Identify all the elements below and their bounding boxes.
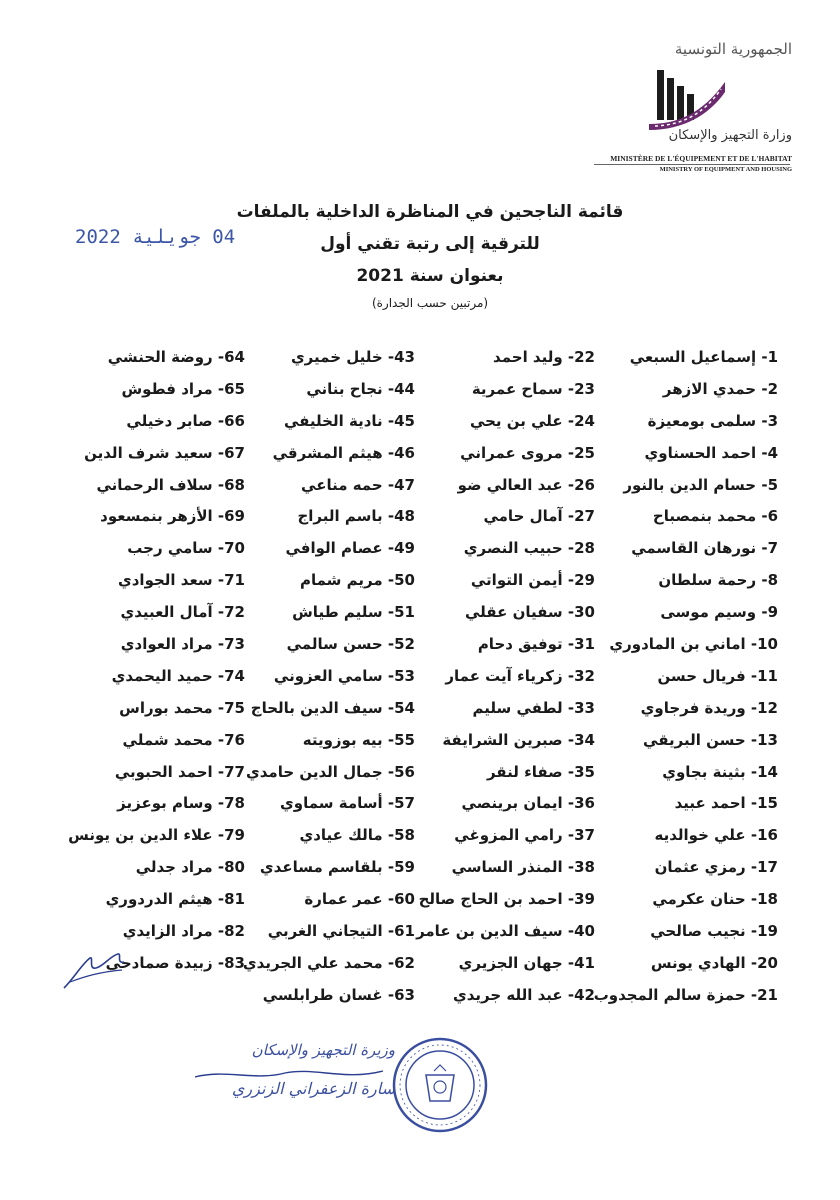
title-line-2: للترقية إلى رتبة تقني أول bbox=[320, 234, 540, 254]
list-item: 5- حسام الدين بالنور bbox=[623, 475, 778, 494]
list-item: 8- رحمة سلطان bbox=[658, 571, 778, 590]
list-item: 12- وريدة فرجاوي bbox=[640, 698, 778, 717]
list-item: 81- هيثم الدردوري bbox=[105, 890, 245, 909]
names-column-4 bbox=[60, 342, 245, 980]
stamp-ministry-title: وزيرة التجهيز والإسكان bbox=[251, 1041, 395, 1059]
list-item: 75- محمد بوراس bbox=[119, 698, 245, 717]
list-item: 53- سامي العزوني bbox=[273, 666, 415, 685]
list-item: 16- علي خوالديه bbox=[654, 826, 778, 845]
list-item: 37- رامي المزوغي bbox=[454, 826, 595, 845]
list-item: 4- احمد الحسناوي bbox=[644, 443, 778, 462]
list-item: 33- لطفي سليم bbox=[472, 698, 595, 717]
list-item: 23- سماح عمرية bbox=[471, 379, 595, 398]
list-item: 28- حبيب النصري bbox=[463, 539, 595, 558]
list-item: 64- روضة الحنشي bbox=[107, 348, 245, 366]
list-item: 17- رمزي عثمان bbox=[654, 858, 778, 877]
list-item: 7- نورهان القاسمي bbox=[631, 539, 778, 558]
list-item: 13- حسن البريقي bbox=[643, 730, 778, 749]
list-item: 47- حمه مناعي bbox=[301, 475, 415, 494]
ministry-name-arabic: وزارة التجهيز والإسكان bbox=[668, 128, 792, 143]
ranking-note: (مرتبين حسب الجدارة) bbox=[371, 296, 489, 310]
list-item: 29- أيمن التواتي bbox=[470, 571, 595, 590]
list-item: 68- سلاف الرحماني bbox=[96, 475, 245, 494]
list-item: 2- حمدي الازهر bbox=[662, 379, 778, 398]
list-item: 31- توفيق دحام bbox=[477, 635, 595, 654]
list-item: 38- المنذر الساسي bbox=[451, 858, 595, 877]
names-column-3 bbox=[240, 342, 415, 1012]
divider bbox=[594, 164, 790, 165]
list-item: 67- سعيد شرف الدين bbox=[84, 443, 245, 462]
official-stamp bbox=[185, 1035, 505, 1145]
list-item: 83- زبيدة صمادحي bbox=[105, 953, 245, 972]
list-item: 59- بلقاسم مساعدي bbox=[259, 858, 415, 877]
list-item: 42- عبد الله جريدي bbox=[453, 985, 595, 1004]
round-seal-icon bbox=[390, 1035, 490, 1135]
date-stamp: 04 جويلية 2022 bbox=[75, 226, 236, 248]
list-item: 26- عبد العالي ضو bbox=[457, 475, 595, 494]
list-item: 72- آمال العبيدي bbox=[120, 603, 245, 622]
list-item: 73- مراد العوادي bbox=[120, 635, 245, 654]
document-title bbox=[220, 196, 640, 314]
list-item: 35- صفاء لنقر bbox=[486, 762, 595, 781]
building-road-logo-icon bbox=[647, 62, 727, 130]
list-item: 55- بيه بوزويته bbox=[302, 730, 415, 749]
list-item: 70- سامي رجب bbox=[127, 539, 245, 558]
ministry-name-french: MINISTÈRE DE L'ÉQUIPEMENT ET DE L'HABITAT bbox=[610, 154, 792, 163]
list-item: 58- مالك عيادي bbox=[299, 826, 415, 845]
list-item: 79- علاء الدين بن يونس bbox=[68, 826, 245, 845]
list-item: 11- فريال حسن bbox=[657, 666, 778, 685]
list-item: 30- سفيان عقلي bbox=[465, 603, 595, 622]
ministry-logo bbox=[592, 40, 792, 190]
list-item: 74- حميد اليحمدي bbox=[111, 666, 245, 685]
list-item: 6- محمد بنمصباح bbox=[652, 507, 778, 526]
list-item: 50- مريم شمام bbox=[300, 571, 415, 590]
list-item: 56- جمال الدين حامدي bbox=[246, 762, 415, 781]
ministry-name-english: MINISTRY OF EQUIPMENT AND HOUSING bbox=[659, 166, 792, 173]
list-item: 19- نجيب صالحي bbox=[650, 922, 778, 941]
list-item: 27- آمال حامي bbox=[483, 507, 595, 526]
list-item: 25- مروى عمراني bbox=[460, 443, 595, 462]
list-item: 24- علي بن يحي bbox=[469, 411, 595, 430]
list-item: 39- احمد بن الحاج صالح bbox=[418, 890, 595, 909]
list-item: 80- مراد جدلي bbox=[135, 858, 245, 877]
list-item: 40- سيف الدين بن عامر bbox=[416, 922, 595, 941]
list-item: 15- احمد عبيد bbox=[674, 794, 778, 813]
list-item: 43- خليل خميري bbox=[290, 348, 415, 366]
names-column-2 bbox=[416, 342, 595, 1012]
list-item: 66- صابر دخيلي bbox=[126, 411, 245, 430]
list-item: 52- حسن سالمي bbox=[286, 635, 415, 654]
list-item: 76- محمد شملي bbox=[122, 730, 245, 749]
signature-icon bbox=[60, 948, 130, 994]
list-item: 1- إسماعيل السبعي bbox=[629, 348, 778, 366]
list-item: 61- التيجاني الغربي bbox=[267, 922, 415, 941]
list-item: 65- مراد فطوش bbox=[121, 379, 245, 398]
list-item: 63- غسان طرابلسي bbox=[262, 985, 415, 1004]
names-column-1 bbox=[593, 342, 778, 1012]
list-item: 69- الأزهر بنمسعود bbox=[100, 507, 245, 526]
list-item: 82- مراد الزايدي bbox=[122, 922, 245, 941]
list-item: 3- سلمى بومعيزة bbox=[647, 411, 778, 430]
list-item: 48- باسم البراج bbox=[297, 507, 415, 526]
list-item: 62- محمد علي الجريدي bbox=[242, 953, 415, 972]
list-item: 22- وليد احمد bbox=[493, 348, 595, 366]
list-item: 14- بثينة بجاوي bbox=[662, 762, 778, 781]
list-item: 20- الهادي يونس bbox=[650, 953, 778, 972]
list-item: 10- اماني بن المادوري bbox=[609, 635, 778, 654]
country-name: الجمهورية التونسية bbox=[674, 40, 792, 58]
stamp-signatory-name: سارة الزعفراني الزنزري bbox=[231, 1079, 395, 1098]
list-item: 18- حنان عكرمي bbox=[652, 890, 778, 909]
list-item: 44- نجاح بناني bbox=[306, 379, 415, 398]
list-item: 51- سليم طياش bbox=[292, 603, 415, 622]
list-item: 57- أسامة سماوي bbox=[280, 794, 415, 813]
list-item: 21- حمزة سالم المجدوب bbox=[593, 985, 778, 1004]
list-item: 32- زكرياء آيت عمار bbox=[445, 666, 595, 685]
list-item: 45- نادية الخليفي bbox=[283, 411, 415, 430]
list-item: 60- عمر عمارة bbox=[304, 890, 415, 909]
list-item: 41- جهان الجزيري bbox=[458, 953, 595, 972]
list-item: 36- ايمان برينصي bbox=[461, 794, 595, 813]
list-item: 34- صبرين الشرايفة bbox=[442, 730, 595, 749]
list-item: 77- احمد الحبوبي bbox=[114, 762, 245, 781]
title-line-3: بعنوان سنة 2021 bbox=[356, 266, 504, 286]
list-item: 71- سعد الجوادي bbox=[117, 571, 245, 590]
list-item: 49- عصام الوافي bbox=[285, 539, 415, 558]
list-item: 54- سيف الدين بالحاج bbox=[250, 698, 415, 717]
title-line-1: قائمة الناجحين في المناظرة الداخلية بالملفات bbox=[236, 202, 624, 222]
list-item: 78- وسام بوعزيز bbox=[117, 794, 245, 813]
list-item: 46- هيثم المشرقي bbox=[272, 443, 415, 462]
list-item: 9- وسيم موسى bbox=[660, 603, 778, 622]
